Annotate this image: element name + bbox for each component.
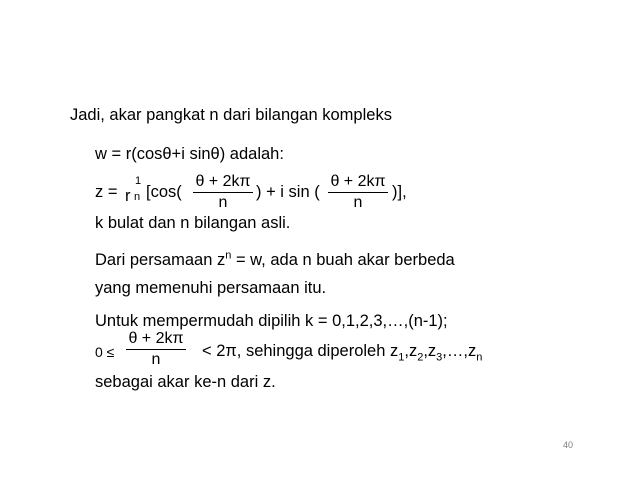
sub-3: 3 bbox=[436, 351, 443, 364]
sin-open: ) + i sin ( bbox=[256, 183, 320, 201]
formula-close: )], bbox=[392, 183, 407, 201]
fraction-numerator: θ + 2kπ bbox=[195, 173, 251, 190]
fraction-numerator: θ + 2kπ bbox=[128, 330, 184, 347]
inequality-rhs bbox=[202, 342, 483, 364]
sep-1: ,z bbox=[404, 342, 418, 360]
exponent-denominator: n bbox=[134, 191, 141, 203]
angle-fraction-cos bbox=[193, 174, 253, 211]
equation-sentence bbox=[95, 249, 455, 269]
exponent-numerator: 1 bbox=[135, 175, 142, 187]
inequality-lhs: 0 ≤ bbox=[95, 344, 115, 360]
sub-n: n bbox=[476, 351, 483, 364]
sep-2: ,z bbox=[423, 342, 437, 360]
sep-3: ,…,z bbox=[442, 342, 477, 360]
equation-sentence-cont: yang memenuhi persamaan itu. bbox=[95, 279, 327, 297]
equation-text-post: = w, ada n buah akar berbeda bbox=[231, 251, 455, 269]
angle-fraction-sin bbox=[328, 174, 388, 211]
sub-2: 2 bbox=[417, 351, 424, 364]
inequality-fraction bbox=[126, 331, 186, 368]
fraction-denominator: n bbox=[353, 194, 363, 211]
exponent-n: n bbox=[225, 249, 232, 262]
fraction-numerator: θ + 2kπ bbox=[330, 173, 386, 190]
page-number: 40 bbox=[563, 440, 574, 450]
conclusion-text: sebagai akar ke-n dari z. bbox=[95, 373, 276, 391]
z-equals: z = bbox=[95, 183, 118, 201]
fraction-denominator: n bbox=[218, 194, 228, 211]
sub-1: 1 bbox=[398, 351, 405, 364]
radius-r: r bbox=[125, 187, 131, 205]
rhs-text: < 2π, sehingga diperoleh z bbox=[202, 342, 399, 360]
equation-text-pre: Dari persamaan z bbox=[95, 251, 226, 269]
polar-form-text: w = r(cosθ+i sinθ) adalah: bbox=[95, 145, 284, 163]
fraction-denominator: n bbox=[151, 351, 161, 368]
intro-text: Jadi, akar pangkat n dari bilangan kompleks bbox=[70, 106, 392, 124]
k-choice-text: Untuk mempermudah dipilih k = 0,1,2,3,…,(n-1); bbox=[95, 312, 448, 330]
k-n-condition: k bulat dan n bilangan asli. bbox=[95, 214, 291, 232]
cos-open: [cos( bbox=[146, 183, 182, 201]
